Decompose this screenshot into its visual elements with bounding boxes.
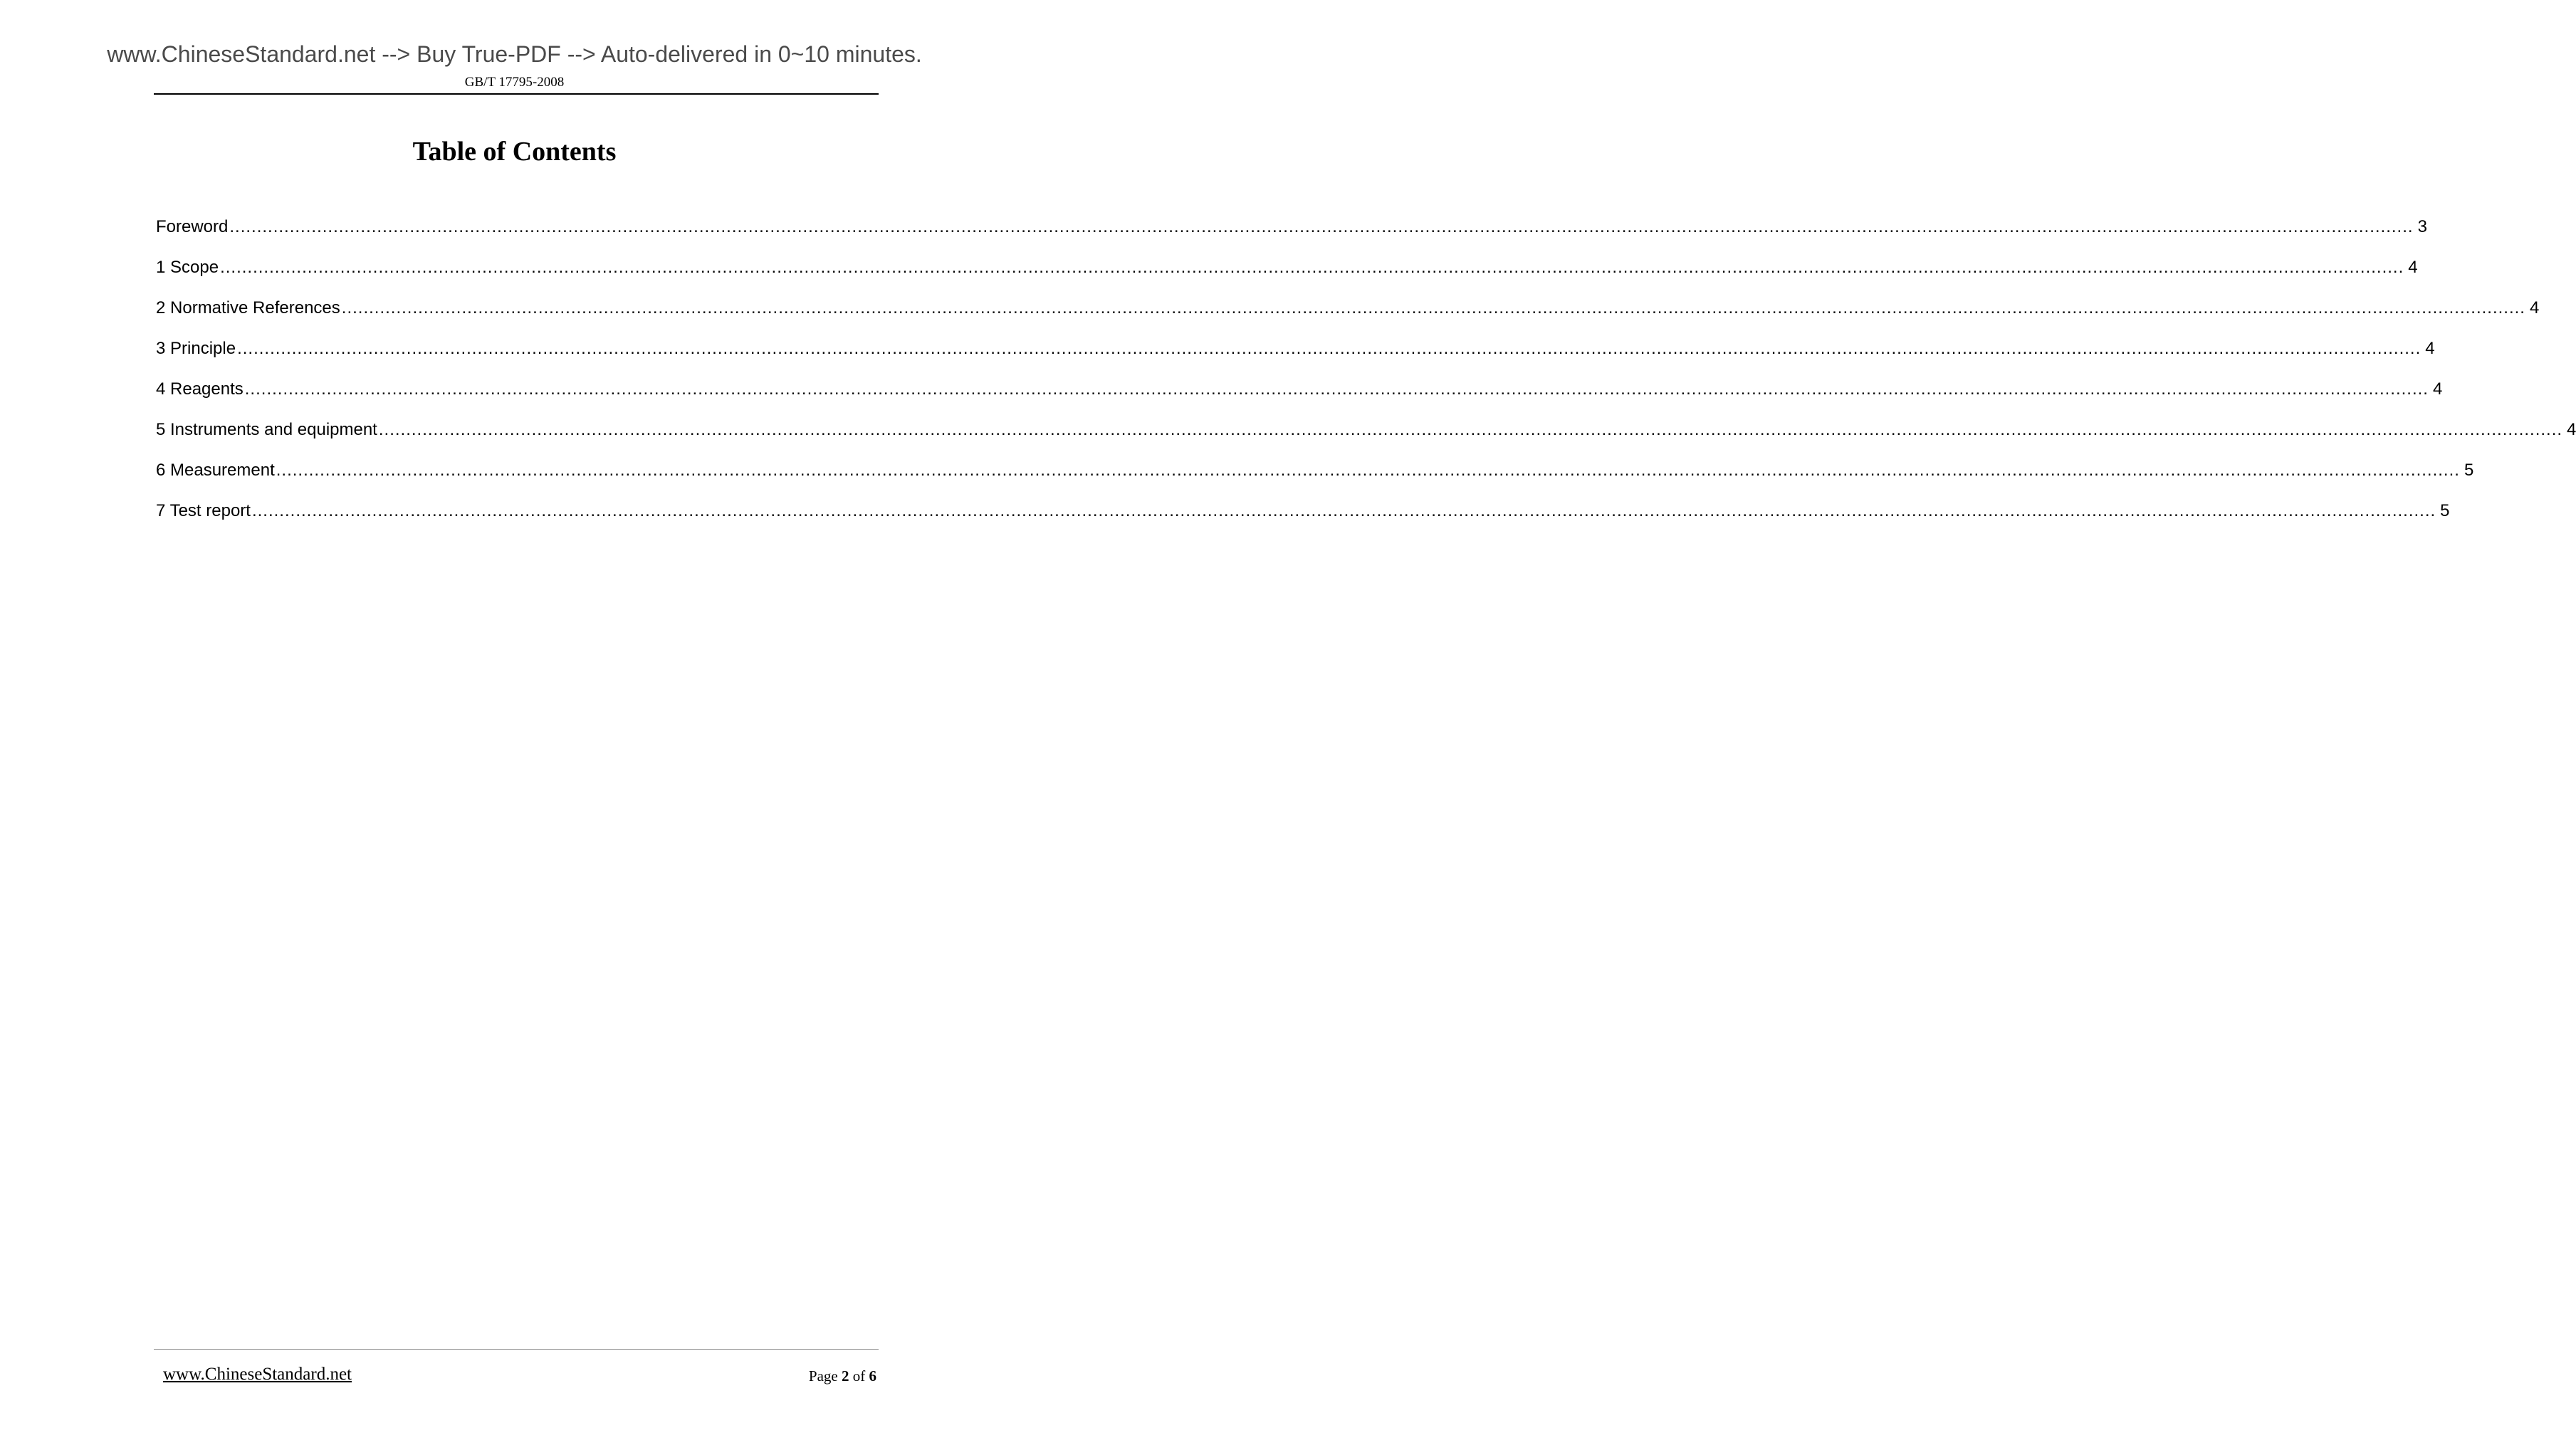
toc-entry-page: 4 (2432, 379, 2443, 399)
page-total: 6 (869, 1367, 876, 1385)
toc-dot-leader: ................................................................................................................................................................................................................................................................................................................................................................................................................ (276, 461, 2460, 480)
toc-entry-foreword[interactable] (156, 213, 2427, 253)
toc-entry-measurement[interactable] (156, 456, 2474, 497)
toc-entry-page: 4 (2567, 420, 2576, 439)
toc-dot-leader: ................................................................................................................................................................................................................................................................................................................................................................................................................ (251, 501, 2436, 520)
toc-entry-label: Foreword (156, 217, 229, 236)
toc-entry-page: 4 (2408, 258, 2418, 277)
toc-entry-label: 6 Measurement (156, 461, 275, 480)
toc-entry-principle[interactable] (156, 335, 2435, 375)
toc-entry-label: 7 Test report (156, 501, 251, 520)
toc-entry-label: 4 Reagents (156, 379, 244, 399)
toc-dot-leader: ................................................................................................................................................................................................................................................................................................................................................................................................................ (229, 217, 2414, 236)
toc-entry-page: 3 (2417, 217, 2427, 236)
toc-dot-leader: ................................................................................................................................................................................................................................................................................................................................................................................................................ (237, 339, 2421, 358)
toc-entry-page: 4 (2425, 339, 2435, 358)
toc-entry-test-report[interactable] (156, 497, 2450, 537)
footer-site-link[interactable]: www.ChineseStandard.net (163, 1365, 352, 1384)
page-of: of (852, 1367, 866, 1385)
toc-entry-instruments-and-equipment[interactable] (156, 416, 2576, 456)
document-code: GB/T 17795-2008 (464, 75, 565, 90)
toc-dot-leader: ................................................................................................................................................................................................................................................................................................................................................................................................................ (378, 420, 2563, 439)
toc-entry-page: 5 (2440, 501, 2450, 520)
page-prefix: Page (808, 1367, 838, 1385)
toc-entry-scope[interactable] (156, 253, 2418, 294)
table-of-contents (156, 213, 2576, 537)
toc-entry-normative-references[interactable] (156, 294, 2540, 335)
toc-entry-label: 3 Principle (156, 339, 236, 358)
toc-entry-label: 2 Normative References (156, 298, 340, 317)
toc-dot-leader: ................................................................................................................................................................................................................................................................................................................................................................................................................ (341, 298, 2525, 317)
toc-entry-reagents[interactable] (156, 375, 2443, 416)
toc-dot-leader: ................................................................................................................................................................................................................................................................................................................................................................................................................ (244, 379, 2429, 399)
header-divider (154, 93, 879, 95)
top-banner[interactable]: www.ChineseStandard.net --> Buy True-PDF --> Auto-delivered in 0~10 minutes. (107, 41, 922, 67)
page-current: 2 (842, 1367, 849, 1385)
toc-entry-page: 5 (2464, 461, 2474, 480)
footer-divider (154, 1349, 879, 1350)
toc-dot-leader: ................................................................................................................................................................................................................................................................................................................................................................................................................ (220, 258, 2404, 277)
toc-entry-label: 5 Instruments and equipment (156, 420, 377, 439)
toc-entry-label: 1 Scope (156, 258, 219, 277)
page-number (809, 1366, 876, 1386)
page-title: Table of Contents (412, 137, 617, 167)
toc-entry-page: 4 (2529, 298, 2540, 317)
